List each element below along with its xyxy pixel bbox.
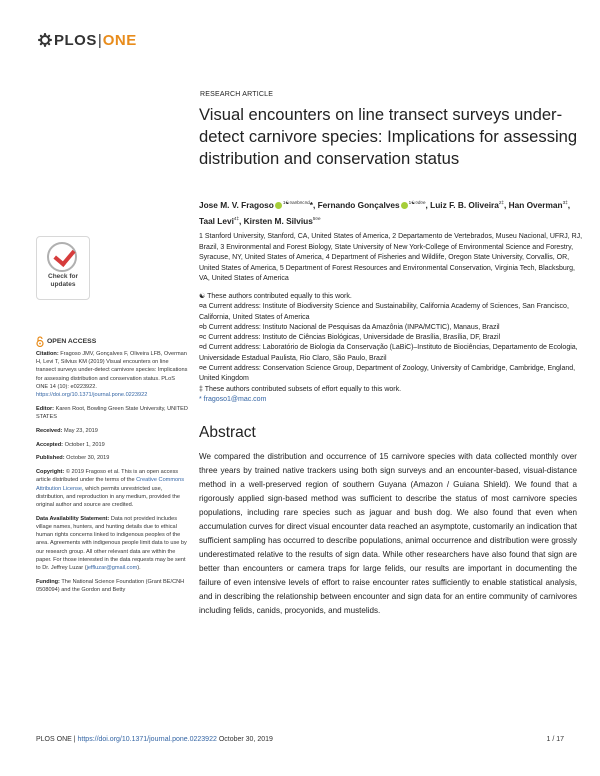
received bbox=[36, 427, 188, 435]
note-address-b: ¤b Current address: Instituto Nacional de Pesquisas da Amazônia (INPA/MCTIC), Manaus, Brazil bbox=[199, 323, 500, 331]
editor-label: Editor: bbox=[36, 405, 55, 412]
author-separator: *, bbox=[309, 199, 318, 210]
footer-doi-link[interactable]: https://doi.org/10.1371/journal.pone.0223922 bbox=[77, 736, 217, 743]
citation-text: Fragoso JMV, Gonçalves F, Oliveira LFB, Overman H, Levi T, Silvius KM (2019) Visual encounters on line transect surveys under-detect carnivore species: Implications for assessing distribution and conservation status. PLoS ONE 14 (10): e0223922. bbox=[36, 351, 188, 390]
footer-date: October 30, 2019 bbox=[218, 736, 273, 743]
check-updates-line1: Check for bbox=[48, 273, 78, 280]
copyright-label: Copyright: bbox=[36, 469, 65, 476]
note-address-d: ¤d Current address: Laboratório de Biologia da Conservação (LaBiC)–Instituto de Biociências, Departamento de Ecologia, Universidade Estadual Paulista, Rio Claro, São Paulo, Brazil bbox=[199, 344, 578, 362]
open-lock-icon bbox=[36, 336, 44, 347]
data-availability-label: Data Availability Statement: bbox=[36, 515, 110, 522]
data-availability bbox=[36, 515, 188, 572]
citation-doi-link[interactable]: https://doi.org/10.1371/journal.pone.0223922 bbox=[36, 392, 148, 399]
article-info-sidebar bbox=[36, 350, 188, 600]
copyright-text: © 2019 Fragoso et al. This is an open access article distributed under the terms of the bbox=[36, 469, 179, 484]
author-name: Han Overman bbox=[508, 199, 563, 210]
data-availability-end: ). bbox=[137, 565, 141, 572]
author-separator: , bbox=[504, 199, 509, 210]
received-label: Received: bbox=[36, 427, 63, 434]
author-affiliation-marks: 2‡ bbox=[498, 200, 504, 205]
copyright bbox=[36, 468, 188, 509]
author-list bbox=[199, 196, 584, 228]
citation bbox=[36, 350, 188, 399]
funding-text: The National Science Foundation (Grant BE/CNH 0508094) and the Gordon and Betty bbox=[36, 578, 185, 594]
logo-plos: PLOS bbox=[54, 31, 97, 49]
check-updates-icon bbox=[47, 242, 77, 272]
check-for-updates-button[interactable] bbox=[36, 236, 90, 300]
published bbox=[36, 454, 188, 462]
page-footer bbox=[36, 736, 564, 743]
note-address-e: ¤e Current address: Conservation Science Group, Department of Zoology, University of Cambridge, Cambridge, England, United Kingdom bbox=[199, 365, 576, 383]
author-separator: , bbox=[239, 215, 244, 226]
footer-journal: PLOS ONE | bbox=[36, 736, 76, 743]
corresponding-email[interactable]: * fragoso1@mac.com bbox=[199, 395, 267, 403]
note-address-a: ¤a Current address: Institute of Biodiversity Science and Sustainability, California Academy of Sciences, San Francisco, California, United States of America bbox=[199, 303, 569, 321]
author-affiliation-marks: 1☯¤d¤e bbox=[408, 200, 426, 205]
page-number: 1 / 17 bbox=[546, 736, 564, 743]
article-type: RESEARCH ARTICLE bbox=[200, 91, 274, 98]
check-updates-line2: updates bbox=[50, 280, 76, 288]
orcid-icon[interactable] bbox=[275, 202, 282, 209]
logo-separator: | bbox=[97, 31, 102, 49]
funding-label: Funding: bbox=[36, 578, 60, 585]
funding bbox=[36, 578, 188, 594]
open-access-label: OPEN ACCESS bbox=[47, 338, 97, 345]
received-date: May 23, 2019 bbox=[64, 427, 98, 434]
author-name: Jose M. V. Fragoso bbox=[199, 199, 274, 210]
abstract-heading: Abstract bbox=[199, 424, 256, 441]
author-separator: , bbox=[425, 199, 431, 210]
note-subsets: ‡ These authors contributed subsets of effort equally to this work. bbox=[199, 385, 402, 393]
logo-one: ONE bbox=[102, 31, 137, 49]
author-notes bbox=[199, 292, 584, 405]
accepted bbox=[36, 441, 188, 449]
orcid-icon[interactable] bbox=[401, 202, 408, 209]
editor bbox=[36, 405, 188, 421]
journal-logo bbox=[38, 30, 137, 50]
author-separator: , bbox=[567, 199, 571, 210]
article-title: Visual encounters on line transect surveys under-detect carnivore species: Implications for assessing distribution and conservation status bbox=[199, 105, 578, 168]
data-availability-text: Data not provided includes village names, hunters, and hunting details due to ethical human rights concerns linked to indigenous peoples of the area. Agreements with indigenous people limit data to use by our research group. All other relevant data are within the paper. For those interested in the data requests may be sent to Dr. Jeffrey Luzar ( bbox=[36, 515, 187, 572]
author-affiliation-marks: 1☯¤a¤b¤c¤d bbox=[282, 200, 310, 205]
accepted-label: Accepted: bbox=[36, 441, 64, 448]
published-label: Published: bbox=[36, 455, 65, 462]
accepted-date: October 1, 2019 bbox=[64, 441, 105, 448]
author-name: Kirsten M. Silvius bbox=[243, 215, 313, 226]
license-link[interactable]: Creative Commons Attribution License bbox=[36, 477, 185, 492]
abstract-text: We compared the distribution and occurrence of 15 carnivore species with data collected monthly over three years by trained native trackers using both sign surveys and an encounter-based, visual-distance method in a well-preserved region of southern Guyana (Amazon / Guiana Shield). We found that a rigorously applied sign-based method was sufficient to describe the status of most carnivore species populations, including rare species such as jaguar and bush dog. We also found that even when accumulation curves for direct visual encounter data reached an asymptote, customarily an indication that sufficient sampling has occurred to describe populations, animal occurrence and distribution were grossly underestimated relative to the results of sign data. While other researchers have also found that sign are better than encounters or camera traps for large felids, our results are important in documenting the failure of even intensive levels of effort to raise encounter rates sufficiently to enable statistical analysis, and in describing the relationship between encounter and sign data for an entire community of carnivores including felids, canids, procyonids, and mustelids. bbox=[199, 452, 577, 615]
author-affiliation-marks: 4‡ bbox=[233, 215, 240, 221]
note-equal: ☯ These authors contributed equally to this work. bbox=[199, 293, 352, 300]
author-name: Fernando Gonçalves bbox=[317, 199, 400, 210]
note-address-c: ¤c Current address: Instituto de Ciências Biológicas, Universidade de Brasília, Brasília, DF, Brazil bbox=[199, 334, 501, 342]
plos-logo-icon bbox=[38, 33, 52, 47]
copyright-text-end: , which permits unrestricted use, distribution, and reproduction in any medium, provided the original author and source are credited. bbox=[36, 485, 180, 509]
author-affiliation-marks: 5¤e bbox=[312, 215, 321, 221]
editor-text: Karen Root, Bowling Green State University, UNITED STATES bbox=[36, 405, 188, 421]
citation-label: Citation: bbox=[36, 351, 59, 357]
data-contact-email[interactable]: jeffluzar@gmail.com bbox=[86, 565, 138, 572]
author-affiliation-marks: 3‡ bbox=[562, 200, 568, 205]
affiliations: 1 Stanford University, Stanford, CA, United States of America, 2 Departamento de Vertebrados, Museu Nacional, UFRJ, RJ, Brazil, 3 Environmental and Forest Biology, State University of New York-College of Environmental Science and Forestry, Syracuse, NY, United States of America, 4 Department of Fisheries and Wildlife, Oregon State University, Corvallis, OR, United States of America, 5 Department of Forest Resources and Environmental Conservation, Virginia Tech, Blacksburg, VA, United States of America bbox=[199, 233, 583, 282]
author-name: Taal Levi bbox=[199, 215, 234, 226]
open-access-badge bbox=[36, 336, 96, 347]
author-name: Luiz F. B. Oliveira bbox=[430, 199, 499, 210]
published-date: October 30, 2019 bbox=[66, 455, 110, 462]
